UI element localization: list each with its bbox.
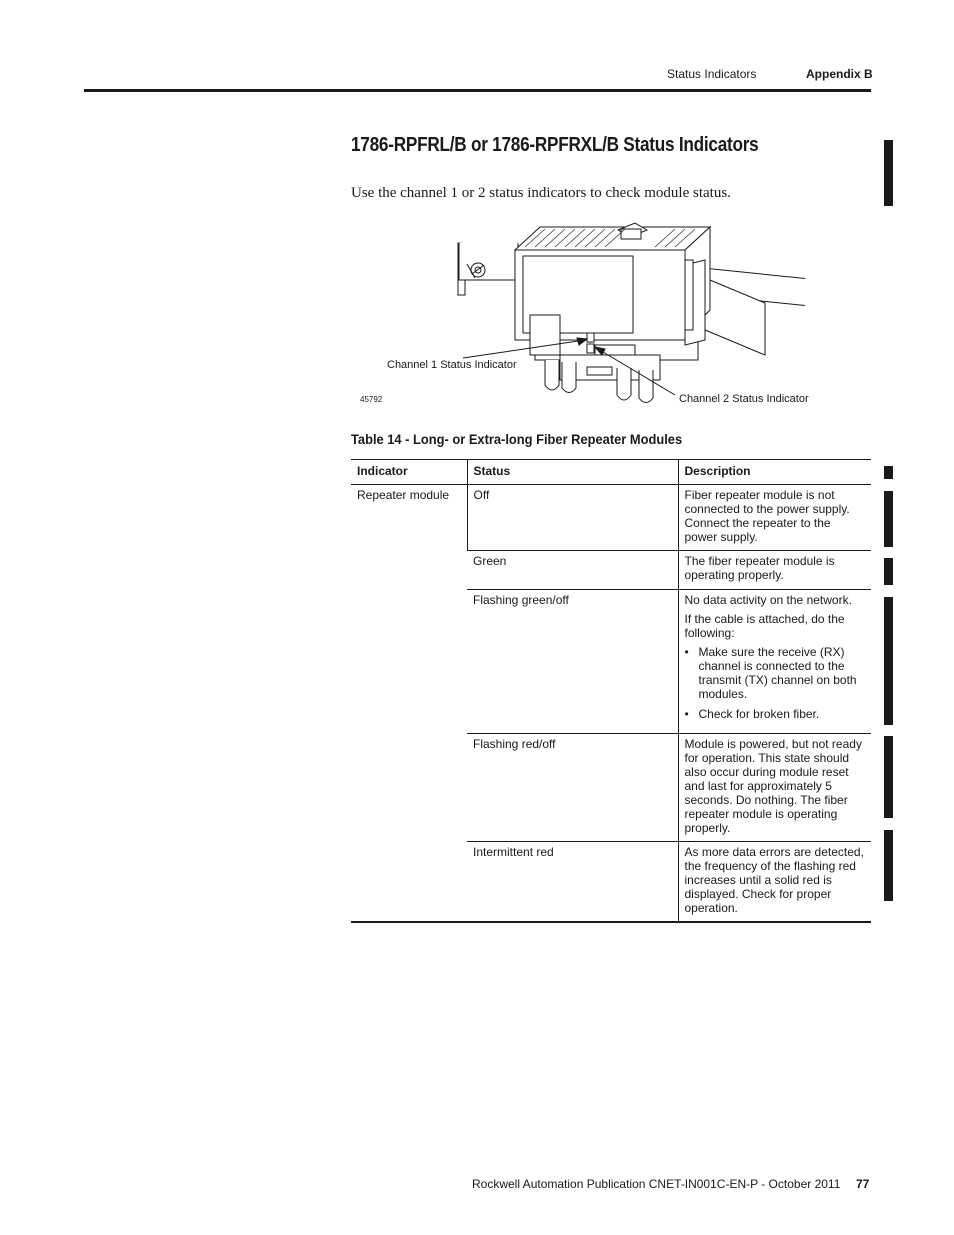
list-item: • Check for broken fiber.	[699, 707, 866, 721]
edge-tab-marker	[884, 140, 893, 206]
header-rule	[84, 89, 871, 92]
running-header-appendix: Appendix B	[806, 67, 873, 81]
edge-tab-marker	[884, 558, 893, 585]
figure-number: 45792	[360, 395, 383, 404]
status-cell: Flashing green/off	[467, 590, 678, 734]
list-item: • Make sure the receive (RX) channel is connected to the transmit (TX) channel on both modules.	[699, 645, 866, 701]
running-header-section: Status Indicators	[667, 67, 757, 81]
edge-tab-marker	[884, 597, 893, 725]
header-description: Description	[678, 460, 871, 485]
status-table	[351, 459, 871, 923]
description-text: No data activity on the network.	[684, 593, 852, 607]
description-cell: The fiber repeater module is operating properly.	[678, 551, 871, 590]
indicator-cell: Repeater module	[351, 485, 467, 923]
header-indicator: Indicator	[351, 460, 467, 485]
status-cell: Intermittent red	[467, 842, 678, 923]
bullet-list	[685, 645, 866, 721]
header-status: Status	[467, 460, 678, 485]
module-illustration	[355, 215, 805, 415]
edge-tab-marker	[884, 491, 893, 547]
table-row	[351, 485, 871, 551]
section-heading: 1786-RPFRL/B or 1786-RPFRXL/B Status Indicators	[351, 134, 759, 156]
description-cell	[678, 590, 871, 734]
status-cell: Green	[467, 551, 678, 590]
edge-tab-marker	[884, 830, 893, 901]
channel-2-label: Channel 2 Status Indicator	[679, 393, 809, 405]
channel-1-label: Channel 1 Status Indicator	[387, 359, 517, 371]
footer-publication: Rockwell Automation Publication CNET-IN001C-EN-P - October 2011	[472, 1177, 841, 1191]
description-text: If the cable is attached, do the following:	[684, 612, 845, 640]
page-number: 77	[856, 1177, 870, 1191]
description-cell: Module is powered, but not ready for operation. This state should also occur during module reset and last for approximately 5 seconds. Do nothing. The fiber repeater module is operating properly.	[678, 734, 871, 842]
description-cell: Fiber repeater module is not connected to the power supply. Connect the repeater to the power supply.	[678, 485, 871, 551]
edge-tab-marker	[884, 466, 893, 479]
edge-tab-marker	[884, 736, 893, 818]
table-header-row	[351, 460, 871, 485]
intro-paragraph: Use the channel 1 or 2 status indicators to check module status.	[351, 185, 731, 201]
table-caption: Table 14 - Long- or Extra-long Fiber Repeater Modules	[351, 431, 683, 447]
description-cell: As more data errors are detected, the frequency of the flashing red increases until a solid red is displayed. Check for proper operation.	[678, 842, 871, 923]
status-cell: Off	[467, 485, 678, 551]
status-cell: Flashing red/off	[467, 734, 678, 842]
